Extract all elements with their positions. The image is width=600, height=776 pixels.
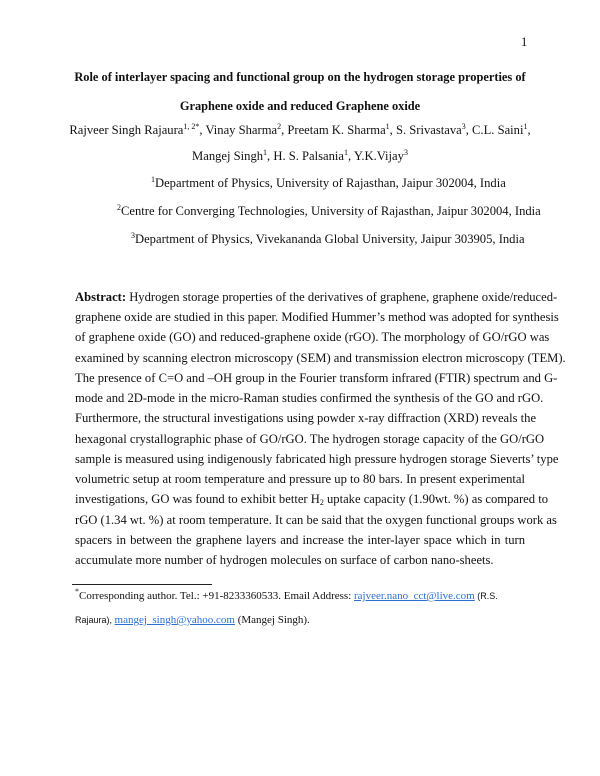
abstract-line: hexagonal crystallographic phase of GO/rGO. The hydrogen storage capacity of the GO/rGO [75, 432, 545, 446]
abstract-line: accumulate more number of hydrogen molecules on surface of carbon nano-sheets. [75, 553, 494, 567]
sep: , [348, 149, 354, 163]
abstract-line: Furthermore, the structural investigations using powder x-ray diffraction (XRD) reveals the [75, 411, 537, 425]
abstract-line: volumetric setup at room temperature and pressure up to 80 bars. In present experimental [75, 472, 525, 486]
author: Y.K.Vijay [353, 149, 404, 163]
author-sup: 3 [403, 148, 408, 157]
affiliation-1 [151, 176, 506, 191]
abstract-line: graphene oxide are studied in this paper. Modified Hummer’s method was adopted for synthesis [75, 310, 559, 324]
paper-title-line-1: Role of interlayer spacing and functional group on the hydrogen storage properties of [74, 70, 526, 84]
abstract-line: rGO (1.34 wt. %) at room temperature. It can be said that the oxygen functional groups work as [75, 513, 557, 527]
footnote-line-1 [75, 587, 498, 602]
author-list-line-1 [0, 123, 600, 138]
abstract-line [75, 289, 558, 305]
affiliation-text: Department of Physics, University of Rajasthan, Jaipur 302004, India [155, 176, 506, 190]
author: Preetam K. Sharma [287, 123, 386, 137]
footnote-divider [72, 584, 212, 585]
author: S. Srivastava [395, 123, 462, 137]
subscript: 2 [319, 498, 324, 507]
footnote-line-2 [75, 614, 310, 626]
author-sup: 1 [385, 122, 390, 131]
affiliation-2 [117, 204, 541, 219]
sep: , [527, 123, 531, 137]
author: Vinay Sharma [205, 123, 278, 137]
abstract-line: spacers in between the graphene layers and increase the inter-layer space which in turn [75, 533, 525, 547]
sep: , [281, 123, 288, 137]
author-list-line-2 [0, 149, 600, 164]
affiliation-3 [131, 232, 525, 247]
footnote-text: (R.S. [474, 591, 498, 601]
affiliation-sup: 1 [151, 175, 155, 184]
sep: , [267, 149, 274, 163]
email-link[interactable]: rajveer.nano_cct@live.com [354, 590, 475, 602]
author: Rajveer Singh Rajaura [69, 123, 184, 137]
abstract-line: examined by scanning electron microscopy (SEM) and transmission electron microscopy (TEM). [75, 351, 566, 365]
page-number: 1 [521, 35, 528, 49]
author-sup: 1 [263, 148, 268, 157]
author: C.L. Saini [472, 123, 524, 137]
abstract-label: Abstract: [75, 290, 127, 304]
sep: , [389, 123, 396, 137]
email-link[interactable]: mangej_singh@yahoo.com [114, 614, 235, 626]
abstract-text: uptake capacity (1.90wt. %) as compared to [323, 492, 548, 506]
footnote-text: (Mangej Singh). [234, 614, 310, 626]
paper-title-line-2: Graphene oxide and reduced Graphene oxide [179, 99, 421, 113]
abstract-line: sample is measured using indigenously fabricated high pressure hydrogen storage Sieverts’ type [75, 452, 559, 466]
sep: , [465, 123, 473, 137]
affiliation-sup: 3 [131, 231, 135, 240]
author-sup: 3 [461, 122, 466, 131]
footnote-text: Rajaura), [75, 615, 115, 625]
author: H. S. Palsania [273, 149, 345, 163]
affiliation-text: Centre for Converging Technologies, University of Rajasthan, Jaipur 302004, India [121, 204, 541, 218]
author: Mangej Singh [192, 149, 264, 163]
footnote-mark: * [75, 587, 79, 596]
author-sup: 1 [523, 122, 528, 131]
abstract-text: Hydrogen storage properties of the derivatives of graphene, graphene oxide/reduced- [126, 290, 558, 304]
abstract-line: of graphene oxide (GO) and reduced-graphene oxide (rGO). The morphology of GO/rGO was [75, 330, 550, 344]
affiliation-sup: 2 [117, 203, 121, 212]
abstract-line: mode and 2D-mode in the micro-Raman studies confirmed the synthesis of the GO and rGO. [75, 391, 544, 405]
author-sup: 1 [344, 148, 349, 157]
abstract-line: The presence of C=O and –OH group in the Fourier transform infrared (FTIR) spectrum and G- [75, 371, 558, 385]
author-sup: 2 [277, 122, 282, 131]
author-sup: 1, 2* [183, 122, 200, 131]
abstract-line [75, 491, 548, 507]
sep: , [199, 123, 206, 137]
affiliation-text: Department of Physics, Vivekananda Global University, Jaipur 303905, India [135, 232, 525, 246]
footnote-text: Corresponding author. Tel.: +91-8233360533. Email Address: [79, 590, 355, 602]
abstract-text: investigations, GO was found to exhibit better H [75, 492, 320, 506]
